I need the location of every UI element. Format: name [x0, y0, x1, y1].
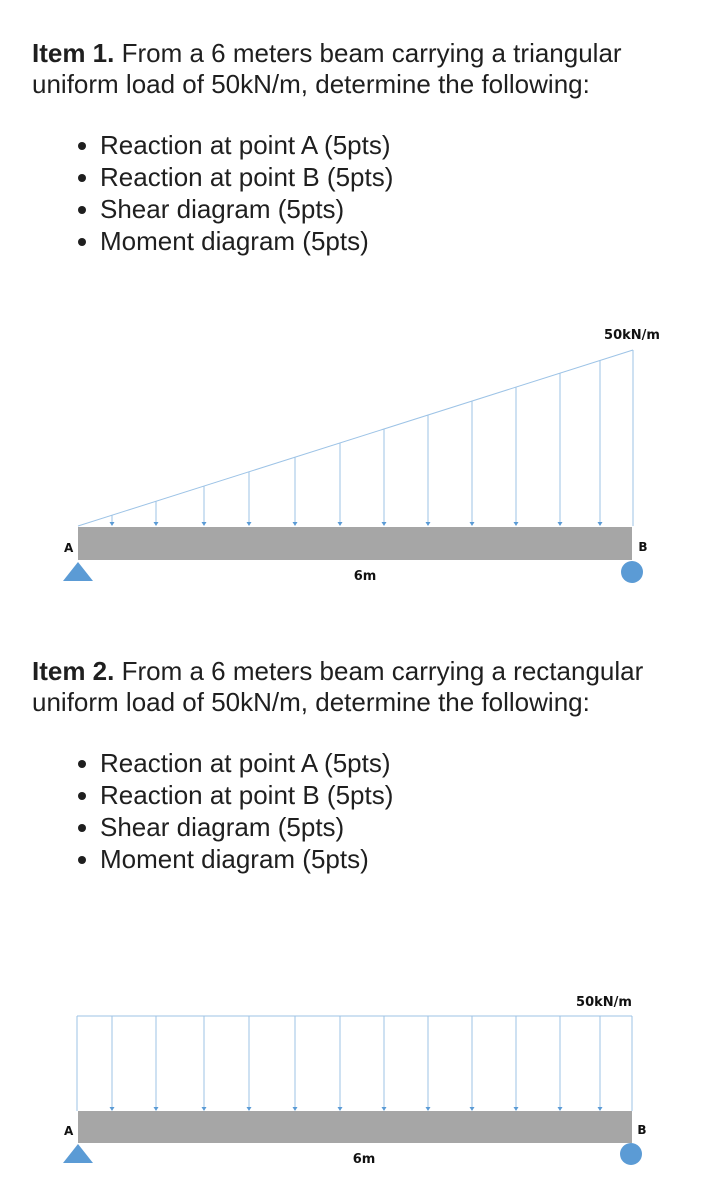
arrowhead	[514, 522, 519, 526]
arrowhead	[110, 522, 115, 526]
beam	[78, 527, 632, 560]
arrowhead	[514, 1107, 519, 1111]
label-b: B	[638, 540, 648, 554]
pin-support-a	[63, 1144, 93, 1163]
item-1-number: Item 1.	[32, 38, 115, 68]
roller-support-b	[620, 1143, 642, 1165]
load-arrows	[77, 1016, 632, 1111]
arrowhead	[110, 1107, 115, 1111]
item-2-heading	[32, 656, 692, 718]
list-item: Moment diagram (5pts)	[74, 843, 393, 875]
arrowhead	[598, 522, 603, 526]
load-label: 50kN/m	[576, 995, 632, 1010]
arrowhead	[338, 1107, 343, 1111]
item-2-text: From a 6 meters beam carrying a rectangular uniform load of 50kN/m, determine the following:	[32, 656, 644, 717]
arrowhead	[558, 522, 563, 526]
arrowhead	[293, 1107, 298, 1111]
label-a: A	[64, 1124, 74, 1138]
load-label: 50kN/m	[604, 328, 660, 343]
item-1-beam-figure	[0, 300, 720, 600]
list-item: Shear diagram (5pts)	[74, 193, 393, 225]
arrowhead	[598, 1107, 603, 1111]
arrowhead	[558, 1107, 563, 1111]
arrowhead	[202, 1107, 207, 1111]
list-item: Reaction at point B (5pts)	[74, 779, 393, 811]
arrowhead	[470, 522, 475, 526]
arrowhead	[470, 1107, 475, 1111]
arrowhead	[382, 522, 387, 526]
arrowhead	[202, 522, 207, 526]
span-label: 6m	[353, 569, 377, 584]
arrowhead	[426, 522, 431, 526]
list-item: Moment diagram (5pts)	[74, 225, 393, 257]
load-arrows	[78, 350, 633, 526]
list-item: Reaction at point B (5pts)	[74, 161, 393, 193]
list-item: Reaction at point A (5pts)	[74, 747, 393, 779]
item-1-text: From a 6 meters beam carrying a triangular uniform load of 50kN/m, determine the following:	[32, 38, 622, 99]
arrowhead	[338, 522, 343, 526]
arrowhead	[382, 1107, 387, 1111]
load-envelope	[78, 350, 633, 526]
item-2-bullet-list	[74, 747, 393, 875]
label-b: B	[637, 1123, 647, 1137]
arrowhead	[247, 522, 252, 526]
list-item: Reaction at point A (5pts)	[74, 129, 393, 161]
item-2-beam-figure	[0, 985, 720, 1185]
arrowhead	[247, 1107, 252, 1111]
item-2-number: Item 2.	[32, 656, 115, 686]
pin-support-a	[63, 562, 93, 581]
arrowhead	[154, 1107, 159, 1111]
item-1-heading	[32, 38, 692, 100]
beam	[78, 1111, 632, 1143]
item-1-bullet-list	[74, 129, 393, 257]
arrowhead	[426, 1107, 431, 1111]
label-a: A	[64, 541, 74, 555]
arrowhead	[154, 522, 159, 526]
arrowhead	[293, 522, 298, 526]
span-label: 6m	[352, 1152, 376, 1167]
roller-support-b	[621, 561, 643, 583]
list-item: Shear diagram (5pts)	[74, 811, 393, 843]
